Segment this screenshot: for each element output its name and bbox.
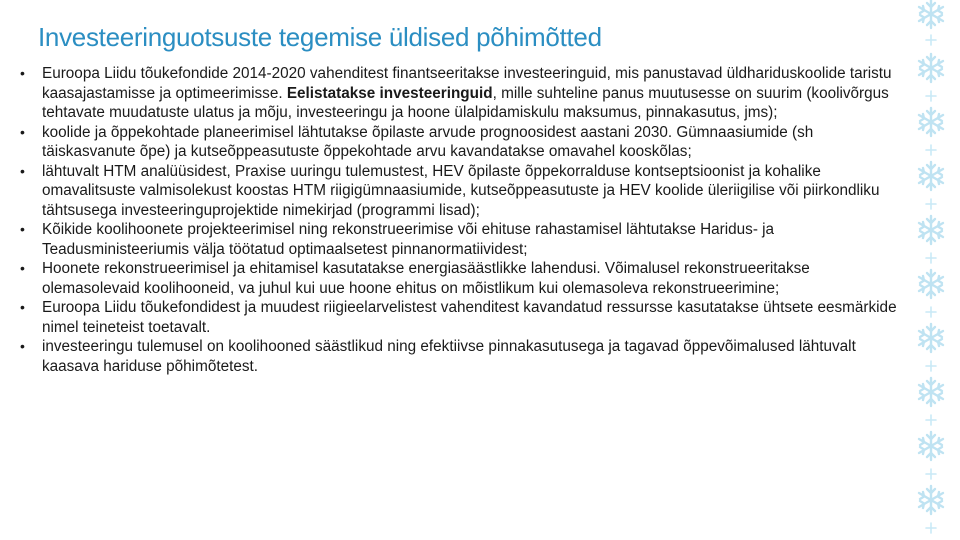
bullet-text: Euroopa Liidu tõukefondidest ja muudest riigieelarvelistest vahenditest kavandatud ressursse kasutatakse ühtsete eesmärkide nimel teineteist toetavalt.: [42, 299, 897, 336]
bullet-text: koolide ja õppekohtade planeerimisel lähtutakse õpilaste arvude prognoosidest aastani 2030. Gümnaasiumide (sh täiskasvanute õpe) ja kutseõppeasutuste õppekohtade arvu kavandatakse omavahel kooskõlas;: [42, 123, 814, 160]
bullet-list: [18, 64, 898, 376]
list-item: [18, 259, 898, 298]
list-item: [18, 64, 898, 123]
list-item: [18, 298, 898, 337]
bullet-icon: •: [20, 221, 25, 237]
bullet-icon: •: [20, 123, 25, 140]
list-item: [18, 337, 898, 376]
bullet-icon: •: [20, 65, 25, 81]
bullet-text: lähtuvalt HTM analüüsidest, Praxise uuringu tulemustest, HEV õpilaste õppekorralduse kontseptsioonist ja kohalike omavalitsuste valmisolekust koostas HTM riigigümnaasiumide, kutseõppeasutuste ja HEV koolide üleriigilise või piirkondliku tähtsusega investeeringuprojektide nimekirjad (programmi lisad);: [42, 162, 880, 219]
bullet-icon: •: [20, 260, 25, 276]
bullet-icon: •: [20, 162, 25, 179]
bullet-text-continued: , mille suhteline panus muutusesse on suurim (koolivõrgus tehtavate muudatuste ulatus ja mõju, investeeringu ja hoone ülalpidamiskulu maksumus, pinnakasutus, jms);: [42, 84, 889, 121]
list-item: [18, 123, 898, 162]
list-item: [18, 162, 898, 221]
bullet-text: investeeringu tulemusel on koolihooned säästlikud ning efektiivse pinnakasutusega ja tagavad õppevõimalused lähtuvalt kaasava hariduse põhimõtetest.: [42, 338, 856, 375]
bullet-bold-text: Eelistatakse investeeringuid: [286, 84, 493, 102]
bullet-icon: •: [20, 338, 25, 354]
bullet-text: Euroopa Liidu tõukefondide 2014-2020 vahenditest finantseeritakse investeeringuid, mis panustavad üldhariduskoolide taristu kaasajastamisse ja optimeerimisse: [42, 65, 892, 102]
bullet-text: Hoonete rekonstrueerimisel ja ehitamisel kasutatakse energiasäästlikke lahendusi. Võimalusel rekonstrueeritakse olemasolevaid koolihooneid, va juhul kui uue hoone ehitus on mõistlikum kui olemasoleva rekonstrueerimine;: [42, 260, 810, 297]
bullet-punctuation: .: [278, 84, 287, 102]
bullet-icon: •: [20, 299, 25, 315]
slide-title: Investeeringuotsuste tegemise üldised põhimõtted: [38, 22, 602, 52]
snowflake-pattern-icon: [910, 0, 952, 540]
list-item: [18, 220, 898, 259]
bullet-text: Kõikide koolihoonete projekteerimisel ning rekonstrueerimise või ehituse rahastamisel lähtutakse Haridus- ja Teadusministeeriumis välja töötatud optimaalsetest pinnanormatiividest;: [42, 221, 775, 258]
